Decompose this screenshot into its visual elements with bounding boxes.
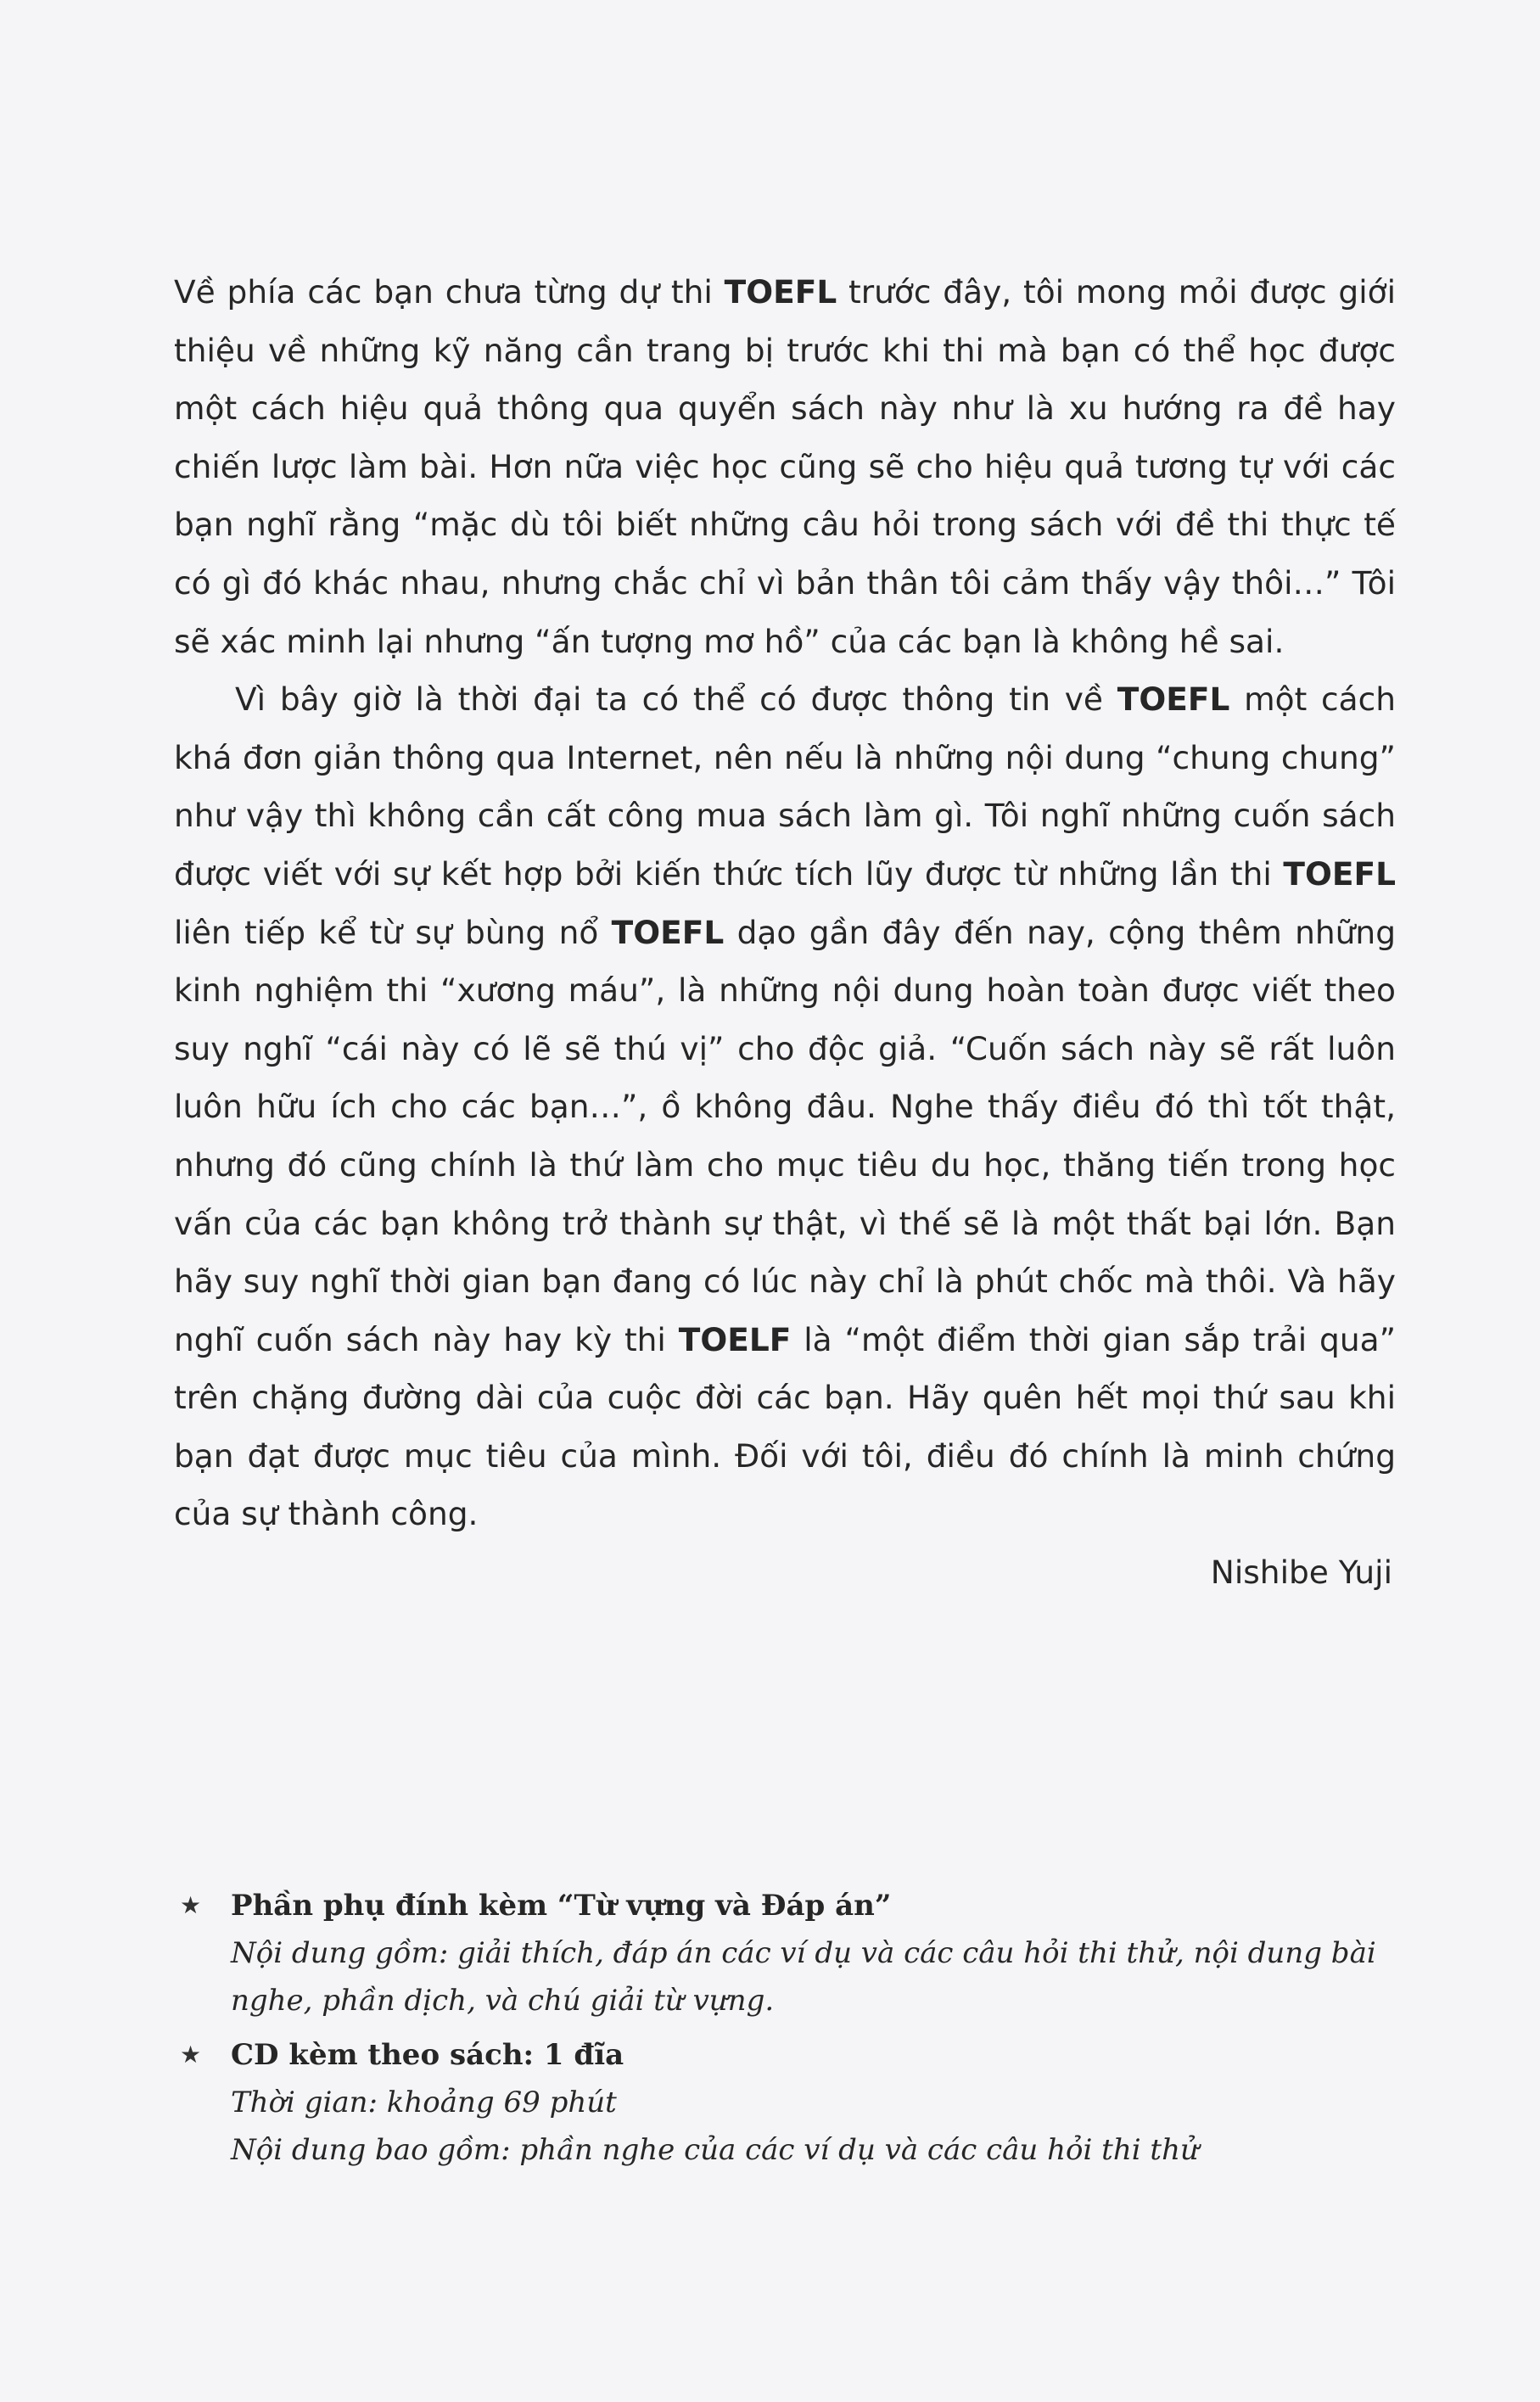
emphasis-text: TOEFL <box>1283 854 1396 893</box>
emphasis-text: TOEFL <box>1117 680 1230 719</box>
emphasis-text: TOEFL <box>724 273 837 311</box>
note-item <box>180 1882 1402 2024</box>
note-line: Thời gian: khoảng 69 phút <box>231 2086 617 2119</box>
note-title: CD kèm theo sách: 1 đĩa <box>231 2038 624 2072</box>
paragraph: Vì bây giờ là thời đại ta có thể có được thông tin về TOEFL một cách khá đơn giản thông qua Internet, nên nếu là những nội dung “chung chung” như vậy thì không cần cất công mua sách làm gì. Tôi nghĩ những cuốn sách được viết với sự kết hợp bởi kiến thức tích lũy được từ những lần thi TOEFL liên tiếp kể từ sự bùng nổ TOEFL dạo gần đây đến nay, cộng thêm những kinh nghiệm thi “xương máu”, là những nội dung hoàn toàn được viết theo suy nghĩ “cái này có lẽ sẽ thú vị” cho độc giả. “Cuốn sách này sẽ rất luôn luôn hữu ích cho các bạn…”, ồ không đâu. Nghe thấy điều đó thì tốt thật, nhưng đó cũng chính là thứ làm cho mục tiêu du học, thăng tiến trong học vấn của các bạn không trở thành sự thật, vì thế sẽ là một thất bại lớn. Bạn hãy suy nghĩ thời gian bạn đang có lúc này chỉ là phút chốc mà thôi. Và hãy nghĩ cuốn sách này hay kỳ thi TOELF là “một điểm thời gian sắp trải qua” trên chặng đường dài của cuộc đời các bạn. Hãy quên hết mọi thứ sau khi bạn đạt được mục tiêu của mình. Đối với tôi, điều đó chính là minh chứng của sự thành công. <box>174 680 1396 1533</box>
note-item <box>180 2031 1402 2174</box>
emphasis-text: TOELF <box>678 1320 792 1358</box>
star-icon: ★ <box>180 1891 202 1919</box>
paragraph: Về phía các bạn chưa từng dự thi TOEFL trước đây, tôi mong mỏi được giới thiệu về những kỹ năng cần trang bị trước khi thi mà bạn có thể học được một cách hiệu quả thông qua quyển sách này như là xu hướng ra đề hay chiến lược làm bài. Hơn nữa việc học cũng sẽ cho hiệu quả tương tự với các bạn nghĩ rằng “mặc dù tôi biết những câu hỏi trong sách với đề thi thực tế có gì đó khác nhau, nhưng chắc chỉ vì bản thân tôi cảm thấy vậy thôi…” Tôi sẽ xác minh lại nhưng “ấn tượng mơ hồ” của các bạn là không hề sai. <box>174 273 1396 660</box>
emphasis-text: TOEFL <box>611 913 725 951</box>
note-line: Nội dung bao gồm: phần nghe của các ví dụ và các câu hỏi thi thử <box>231 2133 1199 2167</box>
notes-list <box>180 1882 1402 2174</box>
note-title: Phần phụ đính kèm “Từ vựng và Đáp án” <box>231 1889 892 1923</box>
star-icon: ★ <box>180 2041 202 2069</box>
note-line: Nội dung gồm: giải thích, đáp án các ví dụ và các câu hỏi thi thử, nội dung bài nghe, phần dịch, và chú giải từ vựng. <box>231 1936 1376 2018</box>
preface-text <box>174 263 1396 1602</box>
author-signature: Nishibe Yuji <box>1210 1554 1392 1592</box>
